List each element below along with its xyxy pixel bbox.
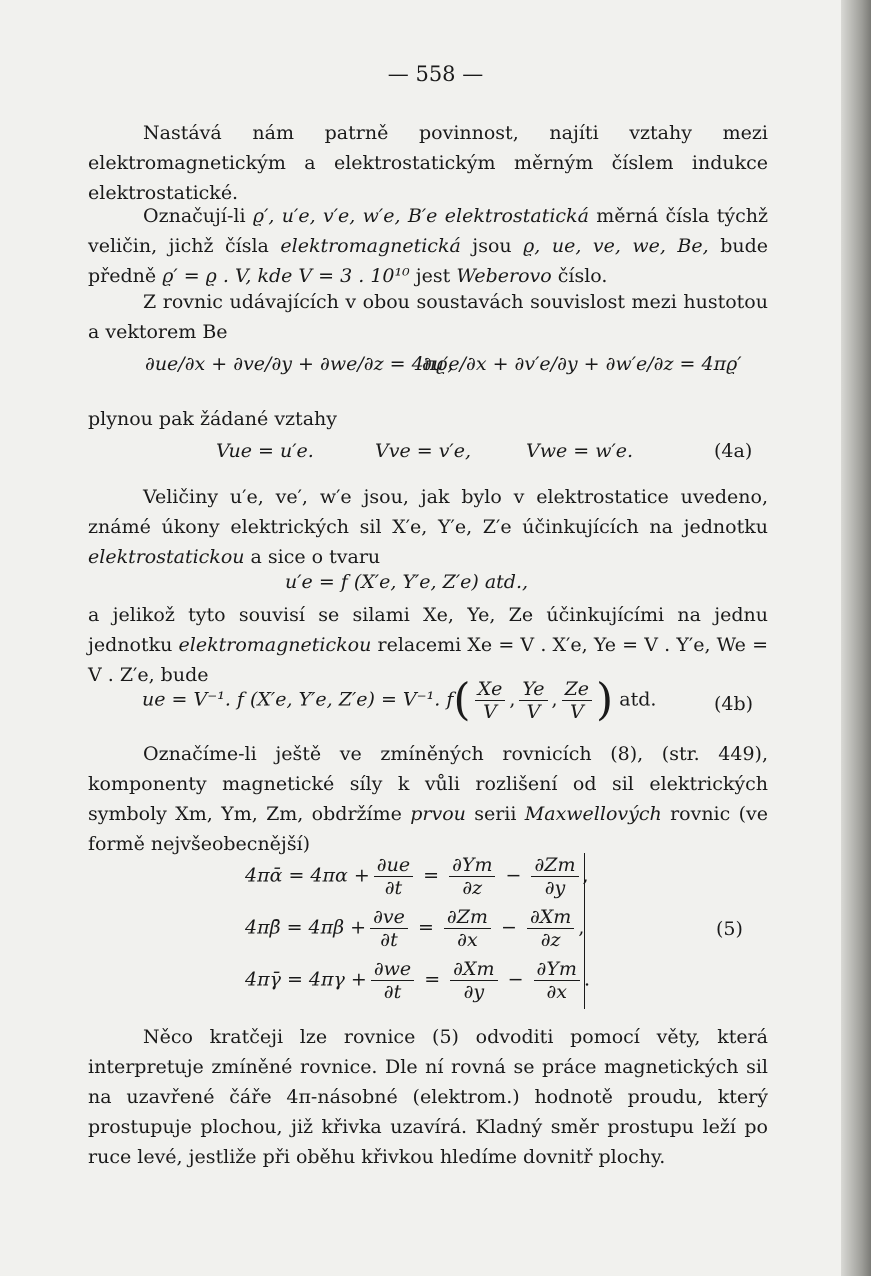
paragraph-3: Z rovnic udávajících v obou soustavách souvislost mezi hustotou a vektorem Be (88, 291, 768, 343)
fraction-ze: $\frac{Ze}{V}$ (562, 678, 592, 723)
paragraph-7: Označíme-li ještě ve zmíněných rovnicích (8), (str. 449), komponenty magnetické síly k vůli rozlišení od sil elektrických symboly Xm, Ym, Zm, obdržíme prvou serii Maxwellových rovnic (ve formě nejvšeobecnější) (88, 743, 769, 855)
maxwell-2-term-b: $\frac{\partial Xm}{\partial z}$ (527, 906, 574, 951)
maxwell-1-term-a: $\frac{\partial Ym}{\partial z}$ (449, 854, 495, 899)
equation-4a-label: (4a) (714, 440, 753, 462)
page-edge (841, 0, 871, 1276)
equation-density-electrostatic: ∂u′e/∂x + ∂v′e/∂y + ∂w′e/∂z = 4πϱ′ (422, 353, 742, 375)
paragraph-5: Veličiny u′e, ve′, w′e jsou, jak bylo v elektrostatice uvedeno, známé úkony elektrických sil X′e, Y′e, Z′e účinkujících na jednotku elektrostatickou a sice o tvaru (88, 486, 768, 568)
maxwell-3-term-a: $\frac{\partial Xm}{\partial y}$ (450, 958, 497, 1003)
equation-brace (574, 853, 585, 1009)
paragraph-2: Označují-li ϱ′, u′e, v′e, w′e, B′e elektrostatická měrná čísla týchž veličin, jichž čísla elektromagnetická jsou ϱ, ue, ve, we, Be, bude předně ϱ′ = ϱ . V, kde V = 3 . 10¹⁰ jest Weberovo číslo. (88, 205, 768, 287)
fraction-xe: $\frac{Xe}{V}$ (475, 678, 506, 723)
maxwell-3-term-b: $\frac{\partial Ym}{\partial x}$ (534, 958, 580, 1003)
equation-form: u′e = f (X′e, Y′e, Z′e) atd., (285, 571, 529, 593)
maxwell-equation-2: 4πβ̄ = 4πβ + $\frac{\partial ve}{\partial t}$ = $\frac{\partial Zm}{\partial x}$ − $\frac{\partial Xm}{\partial z}$ , (245, 906, 585, 951)
equation-5-label: (5) (716, 918, 743, 940)
maxwell-3-time-derivative: $\frac{\partial we}{\partial t}$ (371, 958, 414, 1003)
equation-4b-label: (4b) (714, 693, 754, 715)
maxwell-2-time-derivative: $\frac{\partial ve}{\partial t}$ (370, 906, 408, 951)
maxwell-1-time-derivative: $\frac{\partial ue}{\partial t}$ (374, 854, 413, 899)
equation-density-electromagnetic: ∂ue/∂x + ∂ve/∂y + ∂we/∂z = 4πϱ, (145, 353, 454, 375)
equation-4a-part2: Vve = v′e, (375, 440, 472, 462)
equation-4a-part1: Vue = u′e. (216, 440, 314, 462)
page-number: — 558 — (387, 62, 484, 86)
paragraph-1: Nastává nám patrně povinnost, najíti vztahy mezi elektromagnetickým a elektrostatickým měrným číslem indukce elektrostatické. (88, 122, 768, 204)
paragraph-4: plynou pak žádané vztahy (88, 408, 337, 430)
maxwell-equation-3: 4πγ̄ = 4πγ + $\frac{\partial we}{\partial t}$ = $\frac{\partial Xm}{\partial y}$ − $\frac{\partial Ym}{\partial x}$ . (245, 958, 590, 1003)
maxwell-2-term-a: $\frac{\partial Zm}{\partial x}$ (444, 906, 491, 951)
equation-4b: ue = V⁻¹. f (X′e, Y′e, Z′e) = V⁻¹. f( $\frac{Xe}{V}$ , $\frac{Ye}{V}$ , $\frac{Ze}{V}$ ) atd. (142, 674, 657, 726)
paragraph-8: Něco kratčeji lze rovnice (5) odvoditi pomocí věty, která interpretuje zmíněné rovnice. Dle ní rovná se práce magnetických sil na uzavřené čáře 4π-násobné (elektrom.) hodnotě proudu, který prostupuje plochou, již křivka uzavírá. Kladný směr prostupu leží po ruce levé, jestliže při oběhu křivkou hledíme dovnitř plochy. (88, 1026, 768, 1168)
paragraph-6: a jelikož tyto souvisí se silami Xe, Ye, Ze účinkujícími na jednu jednotku elektromagnetickou relacemi Xe = V . X′e, Ye = V . Y′e, We = V . Z′e, bude (88, 604, 768, 686)
maxwell-equation-1: 4πᾱ = 4πα + $\frac{\partial ue}{\partial t}$ = $\frac{\partial Ym}{\partial z}$ − $\frac{\partial Zm}{\partial y}$ , (245, 854, 589, 899)
equation-4a-part3: Vwe = w′e. (526, 440, 634, 462)
fraction-ye: $\frac{Ye}{V}$ (519, 678, 547, 723)
maxwell-1-term-b: $\frac{\partial Zm}{\partial y}$ (531, 854, 578, 899)
